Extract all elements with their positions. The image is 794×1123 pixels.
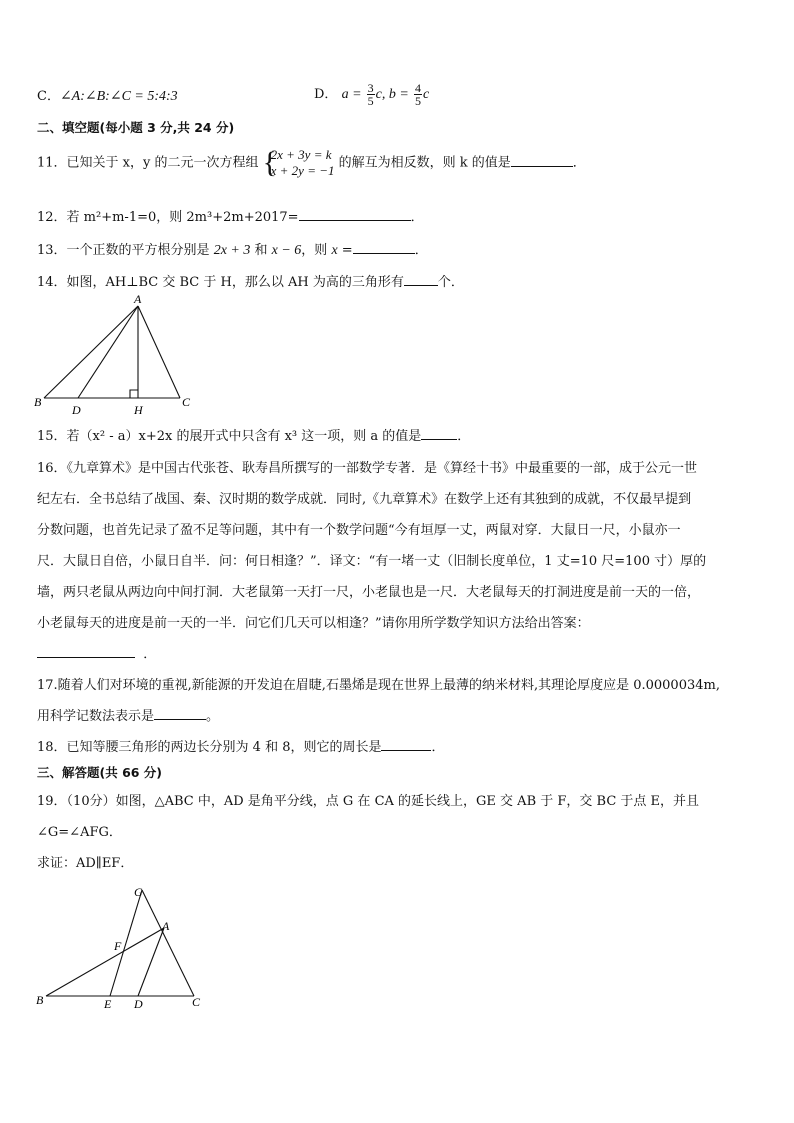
q10-options [37, 87, 178, 107]
q17 [37, 670, 759, 732]
q11-post: 的解互为相反数，则 k 的值是 [338, 155, 511, 171]
q14-pre: 14．如图，AH⊥BC 交 BC 于 H，那么以 AH 为高的三角形有 [37, 275, 404, 290]
q13-blank[interactable] [353, 239, 415, 254]
q13-mid1: 和 [250, 243, 272, 258]
option-d-frac1: $\frac{3}{5}$ [367, 81, 374, 108]
q16-end: ． [143, 647, 157, 662]
figure-triangle-ad-ef [34, 884, 214, 1014]
q15-end: ． [457, 429, 471, 444]
q16-blank[interactable] [37, 643, 135, 658]
q16-line3: 分数问题，也首先记录了盈不足等问题，其中有一个数学问题“今有垣厚一丈，两鼠对穿．大鼠日一尺，小鼠亦一 [37, 523, 681, 538]
option-c-label: C． [37, 89, 60, 104]
q12-pre: 12．若 m²+m-1=0，则 2m³+2m+2017= [37, 210, 299, 225]
q11 [37, 147, 586, 179]
q13-expr1: 2x + 3 [213, 243, 251, 258]
q18-blank[interactable] [381, 736, 431, 751]
q13-end: ． [414, 243, 428, 258]
q11-system [263, 147, 335, 179]
q18-end: ． [431, 740, 445, 755]
side-ba [46, 928, 164, 996]
q17-end: 。 [206, 709, 220, 724]
q13-var: x [331, 243, 338, 258]
option-d-mid: c, b = [375, 87, 409, 102]
q16-line6: 小老鼠每天的进度是前一天的一半．问它们几天可以相逢？”请你用所学数学知识方法给出答案： [37, 616, 590, 631]
option-d-end: c [422, 87, 430, 102]
q12-blank[interactable] [299, 206, 411, 221]
brace-icon: { [262, 146, 278, 179]
q16-line1: 16．《九章算术》是中国古代张苍、耿寿昌所撰写的一部数学专著．是《算经十书》中最重要的一部，成于公元一世 [37, 461, 698, 476]
q19 [37, 786, 759, 879]
q16-line4: 尺．大鼠日自倍，小鼠日自半．问：何日相逢？”．译文：“有一堵一丈（旧制长度单位，1 丈=10 尺=100 寸）厚的 [37, 554, 707, 569]
label-c: C [182, 395, 191, 409]
section3-title: 三、解答题(共 66 分) [37, 765, 163, 780]
q17-pre: 用科学记数法表示是 [37, 709, 155, 724]
label-b: B [36, 993, 44, 1007]
option-d-frac2: $\frac{4}{5}$ [414, 81, 421, 108]
label-e: E [104, 997, 112, 1011]
label-g: G [134, 885, 143, 899]
q13 [37, 239, 428, 261]
q12 [37, 206, 424, 228]
q11-blank[interactable] [511, 152, 573, 167]
q14-blank[interactable] [404, 271, 438, 286]
q13-pre: 13．一个正数的平方根分别是 [37, 243, 214, 258]
q11-eq2: x + 2y = −1 [270, 163, 335, 178]
q18-pre: 18．已知等腰三角形的两边长分别为 4 和 8，则它的周长是 [37, 740, 382, 755]
section2-title: 二、填空题(每小题 3 分,共 24 分) [37, 120, 235, 135]
q17-line2 [37, 701, 759, 732]
q11-end: ． [572, 155, 586, 171]
q18 [37, 736, 445, 758]
segment-ad [78, 306, 138, 398]
q11-eq1: 2x + 3y = k [270, 147, 332, 162]
right-angle-mark [130, 390, 138, 398]
option-d-a: a = [341, 87, 362, 102]
q13-expr2: x − 6 [271, 243, 302, 258]
q15-blank[interactable] [421, 425, 457, 440]
option-d-label: D． [314, 87, 338, 102]
q16-answer-line [37, 639, 759, 670]
q14-end: 个． [437, 275, 464, 290]
q16-line2: 纪左右．全书总结了战国、秦、汉时期的数学成就．同时,《九章算术》在数学上还有其独到的成就，不仅最早提到 [37, 492, 692, 507]
label-a: A [134, 292, 142, 306]
q11-pre: 11．已知关于 x，y 的二元一次方程组 [37, 155, 259, 171]
q13-eqs: = [337, 243, 353, 258]
q10-option-d [314, 82, 429, 107]
side-ac [138, 306, 180, 398]
label-c: C [192, 995, 201, 1009]
q15 [37, 425, 470, 447]
q13-mid2: ，则 [301, 243, 332, 258]
label-d: D [134, 997, 143, 1011]
label-b: B [34, 395, 42, 409]
q17-blank[interactable] [154, 705, 206, 720]
label-a: A [162, 919, 170, 933]
q19-line3: 求证：AD∥EF． [37, 856, 134, 871]
q19-line1: 19．（10分）如图，△ABC 中，AD 是角平分线，点 G 在 CA 的延长线上，GE 交 AB 于 F，交 BC 于点 E，并且 [37, 794, 700, 809]
segment-ad [138, 928, 164, 996]
label-d: D [72, 403, 81, 417]
q15-pre: 15．若（x² - a）x+2x 的展开式中只含有 x³ 这一项，则 a 的值是 [37, 429, 422, 444]
line-gc [142, 890, 194, 996]
q16 [37, 453, 759, 670]
q12-end: ． [410, 210, 424, 225]
figure-triangle-ah [30, 290, 210, 420]
label-f: F [114, 939, 122, 953]
q17-line1: 17.随着人们对环境的重视,新能源的开发迫在眉睫,石墨烯是现在世界上最薄的纳米材料,其理论厚度应是 0.0000034m, [37, 678, 720, 693]
q19-line2: ∠G=∠AFG． [37, 825, 122, 840]
option-c-text: ∠A:∠B:∠C = 5:4:3 [59, 89, 178, 104]
q16-line5: 墙，两只老鼠从两边向中间打洞．大老鼠第一天打一尺，小老鼠也是一尺．大老鼠每天的打洞进度是前一天的一倍， [37, 585, 701, 600]
label-h: H [134, 403, 143, 417]
side-ab [44, 306, 138, 398]
